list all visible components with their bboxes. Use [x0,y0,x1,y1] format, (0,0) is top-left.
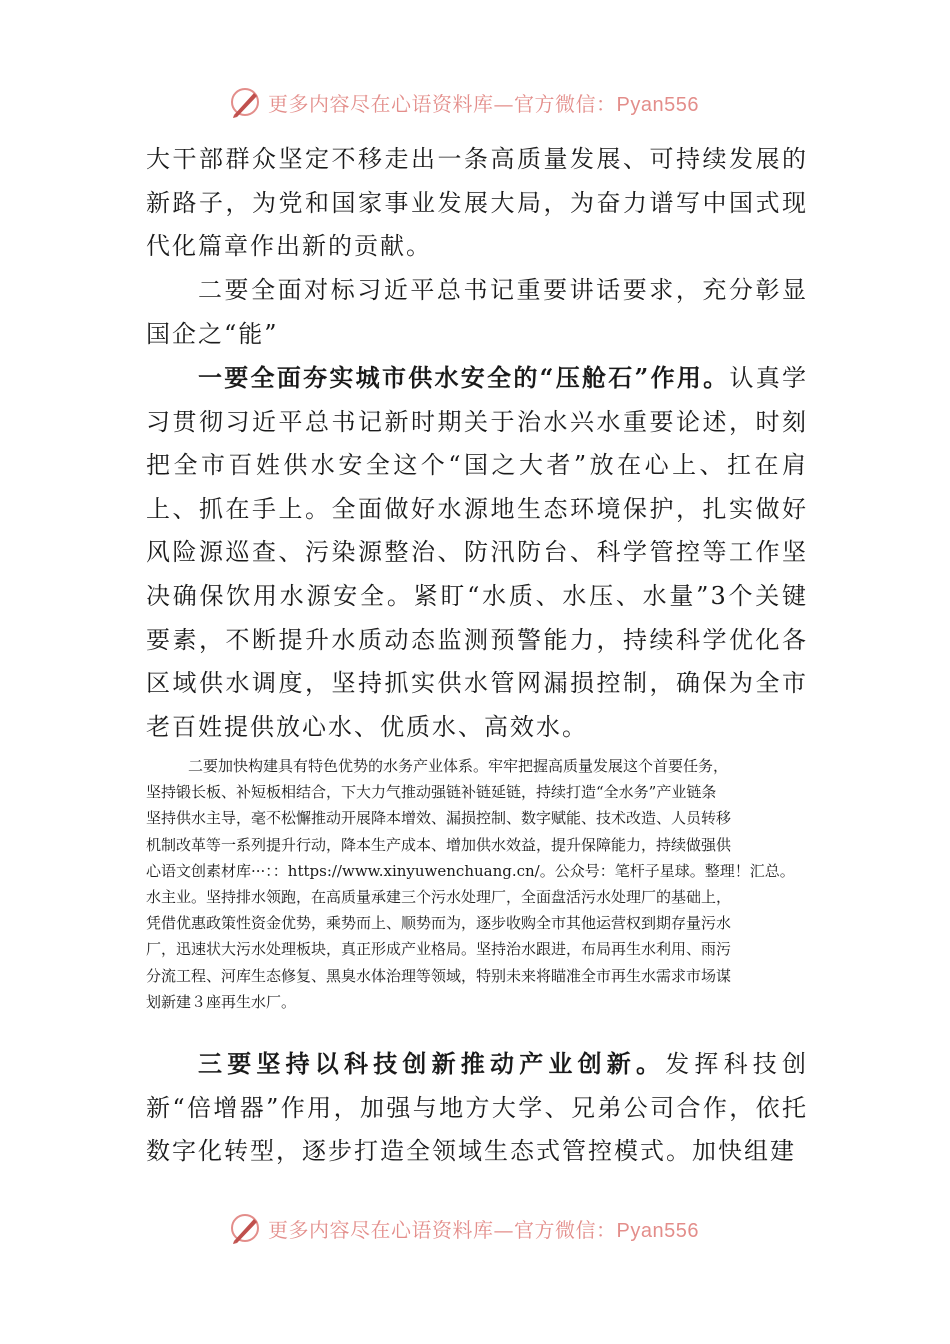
pen-logo-icon [228,1211,262,1245]
watermark-banner-top [228,82,748,122]
small-print-line: 分流工程、河库生态修复、黑臭水体治理等领域，特别未来将瞄准全市再生水需求市场谋 [146,966,732,985]
small-print-line: 划新建３座再生水厂。 [146,992,297,1011]
small-print-line: 坚持锻长板、补短板相结合，下大力气推动强链补链延链，持续打造“全水务”产业链条 [146,783,717,802]
paragraph-heading: 一要全面夯实城市供水安全的“压舱石”作用。 [198,363,730,392]
paragraph-heading: 三要坚持以科技创新推动产业创新。 [198,1049,666,1078]
small-print-line: 二要加快构建具有特色优势的水务产业体系。牢牢把握高质量发展这个首要任务， [188,757,729,775]
small-print-line: 坚持供水主导，毫不松懈推动开展降本增效、漏损控制、数字赋能、技术改造、人员转移 [146,809,732,828]
paragraph-tech-innovation [146,1042,808,1174]
wechat-id: Pyan556 [616,1219,699,1242]
watermark-banner-bottom [228,1208,748,1248]
section-heading-two: 二要全面对标习近平总书记重要讲话要求，充分彰显国企之“能” [146,276,808,348]
paragraph-water-safety [146,356,808,749]
small-print-line: 机制改革等一系列提升行动，降本生产成本、增加供水效益，提升保障能力，持续做强供 [146,835,732,854]
wechat-id: Pyan556 [616,93,699,116]
paragraph-body: 发挥科技创新“倍增器”作用，加强与地方大学、兄弟公司合作，依托数字化转型，逐步打造全领域生态式管控模式。加快组建 [146,1050,809,1166]
small-print-block [146,753,818,1015]
pen-logo-icon [228,85,262,119]
paragraph-continuation: 大干部群众坚定不移走出一条高质量发展、可持续发展的新路子，为党和国家事业发展大局，为奋力谱写中国式现代化篇章作出新的贡献。 [146,145,808,261]
small-print-line: 水主业。坚持排水领跑，在高质量承建三个污水处理厂，全面盘活污水处理厂的基础上， [146,888,732,907]
watermark-text: 更多内容尽在心语资料库—官方微信：Pyan556 [268,91,699,116]
small-print-line: 厂，迅速状大污水处理板块，真正形成产业格局。坚持治水跟进，布局再生水利用、雨污 [146,940,732,959]
small-print-line: 心语文创素材库···：：https://www.xinyuwenchuang.cn/。公众号：笔杆子星球。整理！汇总。 [146,861,795,880]
paragraph-body: 认真学习贯彻习近平总书记新时期关于治水兴水重要论述，时刻把全市百姓供水安全这个“国之大者”放在心上、扛在肩上、抓在手上。全面做好水源地生态环境保护，扎实做好风险源巡查、污染源整治、防汛防台、科学管控等工作坚决确保饮用水源安全。紧盯“水质、水压、水量”3个关键要素，不断提升水质动态监测预警能力，持续科学优化各区域供水调度，坚持抓实供水管网漏损控制，确保为全市老百姓提供放心水、优质水、高效水。 [146,364,809,741]
watermark-text: 更多内容尽在心语资料库—官方微信：Pyan556 [268,1217,699,1242]
small-print-line: 凭借优惠政策性资金优势，乘势而上、顺势而为，逐步收购全市其他运营权到期存量污水 [146,914,732,933]
